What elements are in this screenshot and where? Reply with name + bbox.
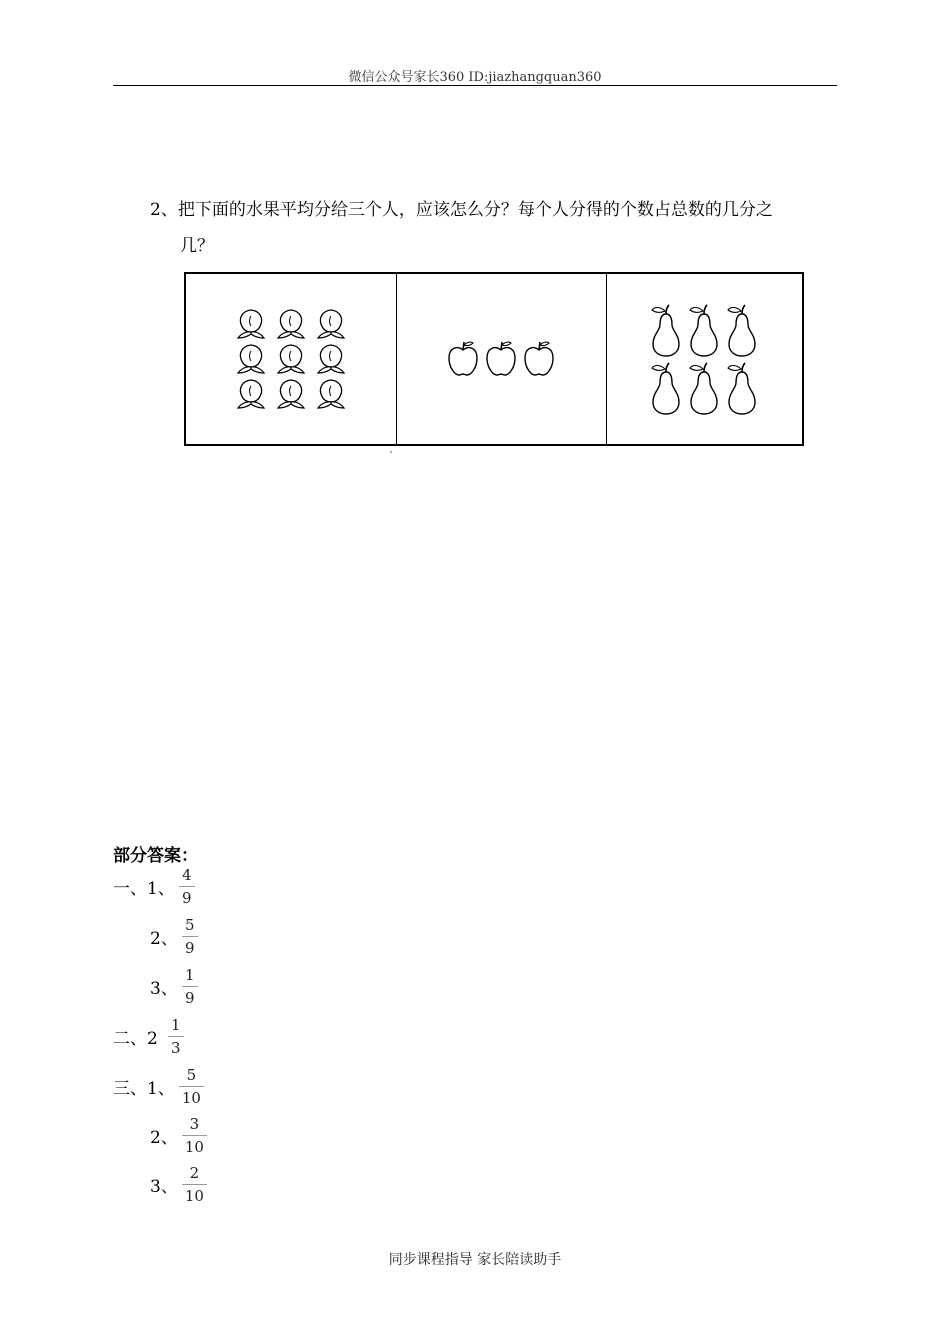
fraction: [179, 866, 195, 907]
answers-title: 部分答案：: [113, 846, 198, 866]
answer-prefix: 二、2: [113, 1029, 158, 1049]
apple-icon: [483, 339, 519, 379]
fraction-bar: [182, 1135, 207, 1136]
apple-icon: [445, 339, 481, 379]
pear-icon: [685, 301, 723, 359]
pear-icon: [723, 359, 761, 417]
numerator: 1: [185, 966, 195, 984]
numerator: 2: [189, 1164, 200, 1182]
fraction-bar: [179, 1086, 204, 1087]
answer-prefix: 三、1、: [113, 1079, 175, 1099]
apple-group: [445, 339, 557, 379]
denominator: 9: [185, 939, 195, 957]
answer-prefix: 3、: [150, 979, 178, 999]
peach-icon: [271, 377, 311, 412]
answer-prefix: 2、: [150, 929, 178, 949]
fraction-bar: [182, 936, 198, 937]
fraction-bar: [168, 1036, 184, 1037]
peach-cell: [186, 274, 397, 444]
answer-prefix: 3、: [150, 1177, 178, 1197]
numerator: 4: [182, 866, 192, 884]
peach-icon: [311, 307, 351, 342]
answer-2: [113, 1016, 184, 1057]
pear-icon: [723, 301, 761, 359]
fraction: [182, 916, 198, 957]
peach-icon: [231, 307, 271, 342]
answer-1-2: [150, 916, 198, 957]
fraction-bar: [182, 1184, 207, 1185]
answer-3-3: [150, 1164, 207, 1205]
numerator: 3: [189, 1115, 200, 1133]
answer-3-2: [150, 1115, 207, 1156]
pear-cell: [606, 274, 802, 444]
pear-icon: [647, 301, 685, 359]
question-text-line1: 2、把下面的水果平均分给三个人，应该怎么分？每个人分得的个数占总数的几分之: [150, 200, 773, 220]
denominator: 10: [181, 1089, 201, 1107]
peach-icon: [231, 377, 271, 412]
peach-icon: [311, 342, 351, 377]
peach-group: [231, 307, 351, 412]
fraction-bar: [179, 886, 195, 887]
fraction: [179, 1066, 204, 1107]
denominator: 9: [185, 989, 195, 1007]
page-header: 微信公众号家长360 ID:jiazhangquan360: [348, 70, 602, 85]
numerator: 5: [185, 916, 195, 934]
peach-icon: [231, 342, 271, 377]
fraction: [182, 1164, 207, 1205]
denominator: 10: [184, 1187, 204, 1205]
peach-icon: [271, 307, 311, 342]
answer-prefix: 一、1、: [113, 879, 175, 899]
pear-icon: [685, 359, 723, 417]
apple-icon: [521, 339, 557, 379]
answer-1-1: [113, 866, 195, 907]
pear-group: [647, 301, 761, 417]
answer-1-3: [150, 966, 198, 1007]
page-footer: 同步课程指导 家长陪读助手: [388, 1252, 562, 1268]
stray-mark: [390, 451, 392, 453]
answer-3-1: [113, 1066, 204, 1107]
apple-cell: [396, 274, 607, 444]
numerator: 1: [171, 1016, 181, 1034]
question-text-line2: 几？: [180, 236, 214, 256]
fraction: [168, 1016, 184, 1057]
fraction: [182, 1115, 207, 1156]
fraction-bar: [182, 986, 198, 987]
peach-icon: [271, 342, 311, 377]
denominator: 9: [182, 889, 192, 907]
header-divider: [113, 85, 837, 86]
fruit-illustration-box: [184, 272, 804, 446]
pear-icon: [647, 359, 685, 417]
answer-prefix: 2、: [150, 1128, 178, 1148]
peach-icon: [311, 377, 351, 412]
fraction: [182, 966, 198, 1007]
numerator: 5: [186, 1066, 197, 1084]
denominator: 10: [184, 1138, 204, 1156]
denominator: 3: [171, 1039, 181, 1057]
